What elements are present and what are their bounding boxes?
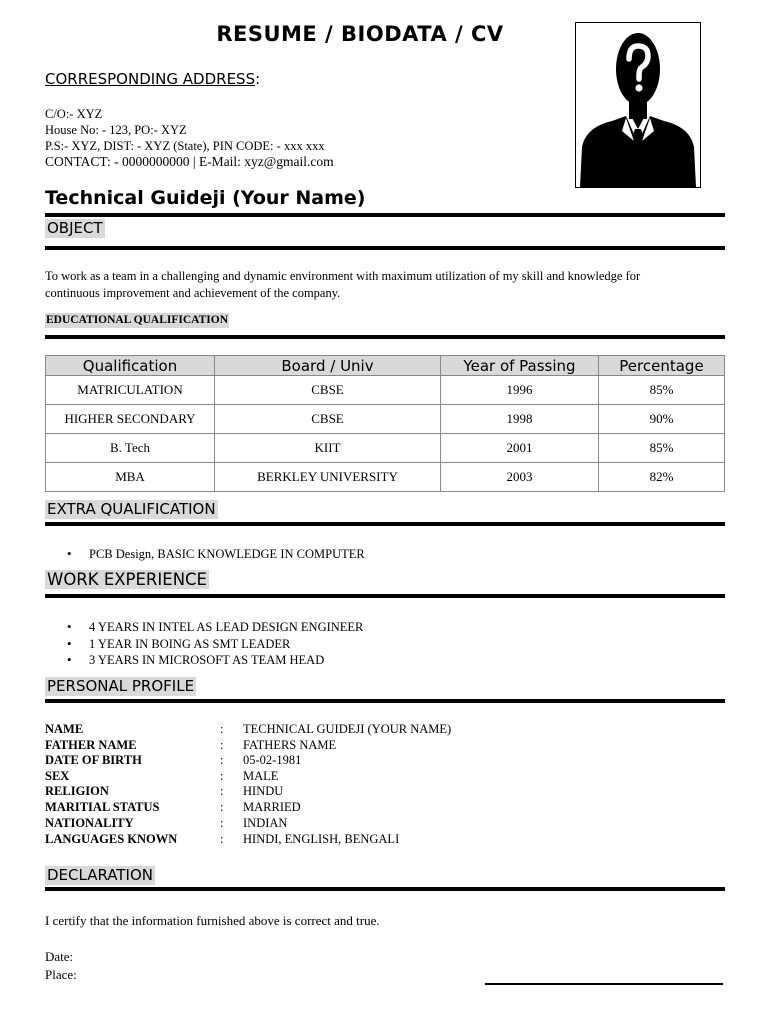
profile-row-marital-status [45, 800, 725, 816]
profile-value: FATHERS NAME [243, 738, 337, 752]
object-text-line: continuous improvement and achievement of the company. [45, 286, 341, 300]
table-cell: 2003 [441, 463, 599, 492]
candidate-name: Technical Guideji (Your Name) [45, 187, 366, 209]
profile-value: TECHNICAL GUIDEJI (YOUR NAME) [243, 722, 452, 736]
place-label: Place: [45, 967, 77, 982]
list-item: • PCB Design, BASIC KNOWLEDGE IN COMPUTER [89, 546, 365, 563]
profile-row-languages [45, 832, 725, 848]
divider [45, 335, 725, 339]
table-cell: 1996 [441, 376, 599, 405]
table-cell: HIGHER SECONDARY [46, 405, 215, 434]
profile-label: LANGUAGES KNOWN [45, 832, 178, 846]
table-cell: 82% [599, 463, 725, 492]
education-table [45, 355, 725, 492]
table-cell: 85% [599, 434, 725, 463]
personal-profile-heading: PERSONAL PROFILE [47, 677, 195, 695]
address-line-ps: P.S:- XYZ, DIST: - XYZ (State), PIN CODE: - xxx xxx [45, 139, 325, 153]
address-heading [45, 70, 260, 88]
profile-value: MARRIED [243, 800, 301, 814]
profile-row-religion [45, 784, 725, 800]
signature-line [485, 983, 723, 985]
profile-value: INDIAN [243, 816, 288, 830]
address-line-co: C/O:- XYZ [45, 107, 103, 121]
profile-separator: : [220, 738, 224, 752]
profile-row-date-of-birth [45, 753, 725, 769]
address-heading-text: CORRESPONDING ADDRESS [45, 70, 256, 88]
profile-photo [575, 22, 701, 188]
profile-row-nationality [45, 816, 725, 832]
profile-separator: : [220, 722, 224, 736]
work-experience-list [45, 619, 363, 669]
divider [45, 699, 725, 703]
address-line-house: House No: - 123, PO:- XYZ [45, 123, 187, 137]
table-cell: BERKLEY UNIVERSITY [215, 463, 441, 492]
declaration-heading: DECLARATION [47, 866, 153, 884]
profile-value: HINDI, ENGLISH, BENGALI [243, 832, 400, 846]
profile-separator: : [220, 800, 224, 814]
extra-qualification-heading: EXTRA QUALIFICATION [47, 500, 216, 518]
table-cell: CBSE [215, 405, 441, 434]
table-row [46, 405, 725, 434]
profile-row-father-name [45, 738, 725, 754]
column-header-percentage: Percentage [599, 356, 725, 376]
table-row [46, 463, 725, 492]
divider [45, 213, 725, 217]
divider [45, 522, 725, 526]
divider [45, 594, 725, 598]
profile-label: NAME [45, 722, 84, 736]
table-cell: 85% [599, 376, 725, 405]
table-cell: KIIT [215, 434, 441, 463]
divider [45, 246, 725, 250]
column-header-board: Board / Univ [215, 356, 441, 376]
profile-row-name [45, 722, 725, 738]
profile-label: DATE OF BIRTH [45, 753, 142, 767]
table-cell: MBA [46, 463, 215, 492]
person-silhouette-icon [576, 23, 700, 187]
table-cell: 1998 [441, 405, 599, 434]
list-item: • 3 YEARS IN MICROSOFT AS TEAM HEAD [89, 652, 363, 669]
table-row [46, 434, 725, 463]
profile-separator: : [220, 784, 224, 798]
profile-separator: : [220, 832, 224, 846]
profile-separator: : [220, 753, 224, 767]
table-cell: B. Tech [46, 434, 215, 463]
object-text-line: To work as a team in a challenging and dynamic environment with maximum utilization of my skill and knowledge for [45, 269, 641, 283]
table-cell: CBSE [215, 376, 441, 405]
table-cell: MATRICULATION [46, 376, 215, 405]
date-label: Date: [45, 949, 74, 964]
table-cell: 2001 [441, 434, 599, 463]
list-item: • 1 YEAR IN BOING AS SMT LEADER [89, 636, 363, 653]
document-title: RESUME / BIODATA / CV [216, 22, 504, 46]
profile-value: HINDU [243, 784, 284, 798]
profile-value: 05-02-1981 [243, 753, 302, 767]
profile-label: FATHER NAME [45, 738, 137, 752]
profile-label: MARITIAL STATUS [45, 800, 160, 814]
profile-label: SEX [45, 769, 70, 783]
table-header-row [46, 356, 725, 376]
list-item: • 4 YEARS IN INTEL AS LEAD DESIGN ENGINEER [89, 619, 363, 636]
profile-label: NATIONALITY [45, 816, 134, 830]
object-text [45, 268, 715, 302]
address-line-contact: CONTACT: - 0000000000 | E-Mail: xyz@gmail.com [45, 154, 334, 169]
column-header-year: Year of Passing [441, 356, 599, 376]
profile-row-sex [45, 769, 725, 785]
work-experience-heading: WORK EXPERIENCE [47, 570, 207, 589]
divider [45, 887, 725, 891]
table-cell: 90% [599, 405, 725, 434]
profile-label: RELIGION [45, 784, 109, 798]
column-header-qualification: Qualification [46, 356, 215, 376]
profile-value: MALE [243, 769, 279, 783]
profile-separator: : [220, 769, 224, 783]
declaration-text: I certify that the information furnished above is correct and true. [45, 913, 380, 928]
table-row [46, 376, 725, 405]
object-heading: OBJECT [47, 219, 103, 237]
education-heading: EDUCATIONAL QUALIFICATION [46, 314, 229, 326]
extra-qualification-list [45, 546, 365, 563]
profile-separator: : [220, 816, 224, 830]
address-heading-colon: : [255, 70, 261, 88]
